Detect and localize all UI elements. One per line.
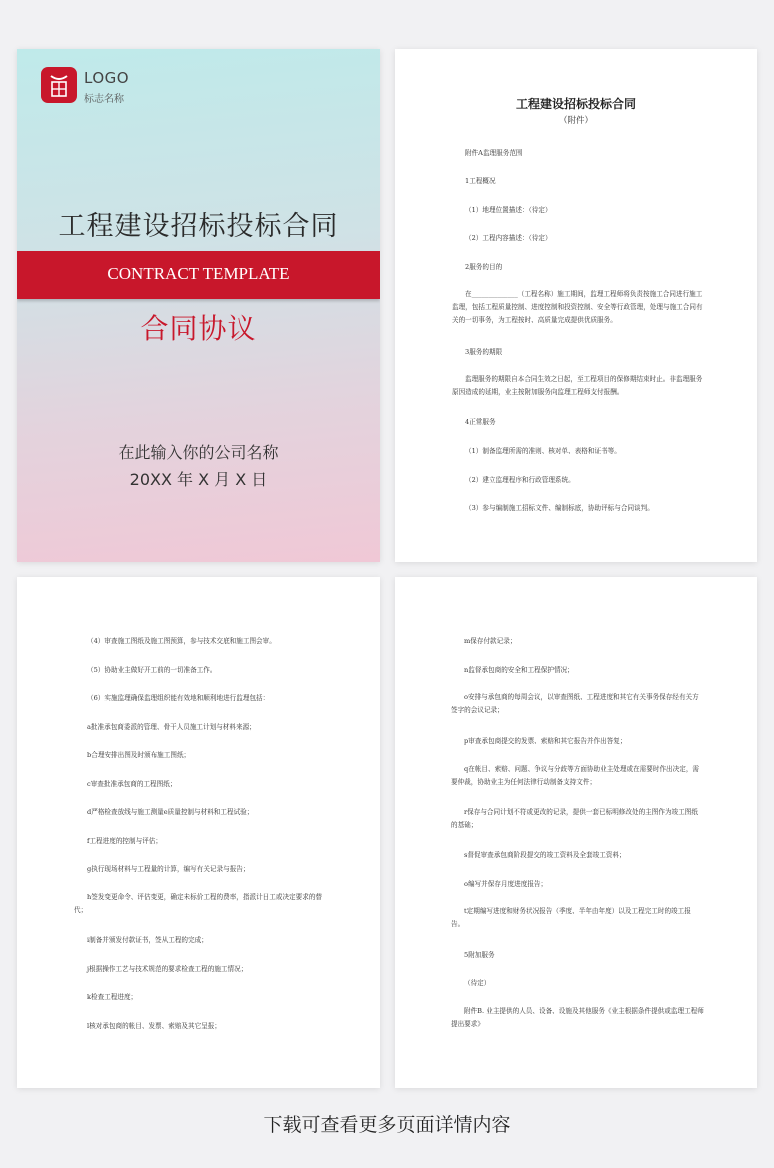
paragraph: k检查工程进度； bbox=[87, 993, 138, 1001]
paragraph: 3服务的期限 bbox=[465, 348, 503, 356]
paragraph: l核对承包商的帐目、发票、索赔及其它呈报； bbox=[87, 1022, 221, 1030]
paragraph: f工程进度的控制与评估； bbox=[87, 837, 162, 845]
paragraph: （4）审查施工图纸及施工图预算，参与技术交底和施工图会审。 bbox=[87, 637, 276, 645]
band-text: CONTRACT TEMPLATE bbox=[107, 264, 290, 283]
paragraph: j根据操作工艺与技术规范的要求检查工程的施工情况； bbox=[87, 965, 248, 973]
paragraph: h签发变更命令、评估变更，确定未标价工程的费率，指派计日工或决定要求的替代； bbox=[74, 893, 323, 914]
paragraph: （2）建立监理程序和行政管理系统。 bbox=[465, 476, 575, 484]
paragraph: c审查批准承包商的工程图纸； bbox=[87, 780, 177, 788]
document-title: 工程建设招标投标合同 bbox=[515, 97, 636, 111]
paragraph: （5）协助业主做好开工前的一切准备工作。 bbox=[87, 666, 217, 674]
paragraph: o编写并保存月度进度报告； bbox=[464, 880, 548, 888]
paragraph: （待定） bbox=[464, 979, 491, 987]
paragraph: （1）地理位置描述：（待定） bbox=[465, 206, 552, 214]
paragraph: （2）工程内容描述：（待定） bbox=[465, 234, 552, 242]
paragraph: b合理安排出图及时颁布施工图纸； bbox=[87, 751, 191, 759]
paragraph: （1）制备监理所需的准则、核对单、表格和证书等。 bbox=[465, 447, 621, 455]
download-hint: 下载可查看更多页面详情内容 bbox=[263, 1114, 511, 1136]
paragraph: 监理服务的期限自本合同生效之日起，至工程项目的保修期结束时止。非监理服务原因造成的延期，业主按附加服务向监理工程师支付报酬。 bbox=[452, 375, 703, 396]
cover-subtitle: 合同协议 bbox=[140, 312, 257, 345]
paragraph: （3）参与编制施工招标文件、编制标底，协助评标与合同谈判。 bbox=[465, 504, 654, 512]
paragraph: 在______________（工程名称）施工期间，监理工程师将负责按施工合同进行施工监理，包括工程质量控制、进度控制和投资控制、安全等行政管理，处理与施工合同有关的一切事务，为工程按时、高质量完成提供优质服务。 bbox=[452, 290, 703, 324]
paragraph: d严格检查放线与施工测量e质量控制与材料和工程试验； bbox=[87, 808, 254, 816]
paragraph: r保存与合同计划不符或更改的记录，提供一套已标明修改处的主图作为竣工图纸的基础； bbox=[451, 808, 698, 829]
logo-icon bbox=[41, 67, 77, 103]
document-page-2 bbox=[395, 49, 757, 562]
logo-subtitle: 标志名称 bbox=[84, 94, 124, 105]
document-page-4 bbox=[395, 577, 757, 1088]
logo-text: LOGO bbox=[84, 69, 130, 87]
paragraph: 2服务的目的 bbox=[465, 263, 503, 271]
company-name: 在此输入你的公司名称 bbox=[118, 443, 279, 462]
paragraph: 4正常服务 bbox=[465, 418, 496, 426]
paragraph: 附件A监理服务范围 bbox=[465, 149, 523, 157]
paragraph: （6）实施监理确保监理组织能有效地和顺利地进行监理包括： bbox=[87, 694, 270, 702]
document-page-3 bbox=[17, 577, 380, 1088]
paragraph: o安排与承包商的每周会议，以审查图纸、工程进度和其它有关事务保存经有关方签字的会议记录； bbox=[451, 693, 699, 714]
cover-page bbox=[17, 49, 380, 562]
paragraph: n监督承包商的安全和工程保护情况； bbox=[464, 666, 574, 674]
paragraph: 5附加服务 bbox=[464, 951, 495, 959]
paragraph: s督促审查承包商阶段提交的竣工资料及全套竣工资料； bbox=[464, 851, 626, 859]
paragraph: m保存付款记录； bbox=[464, 637, 517, 645]
cover-title: 工程建设招标投标合同 bbox=[58, 211, 339, 242]
paragraph: a批准承包商委派的管理、骨干人员施工计划与材料来源； bbox=[87, 723, 256, 731]
paragraph: 1工程概况 bbox=[465, 177, 496, 185]
paragraph: i制备并颁发付款证书，签从工程的完成； bbox=[87, 936, 208, 944]
cover-date: 20XX 年 X 月 X 日 bbox=[129, 470, 268, 489]
paragraph: t定期编写进度和财务状况报告（季度、半年由年度）以及工程完工时的竣工报告。 bbox=[451, 907, 691, 928]
paragraph: g执行现场材料与工程量的计算，编写有关记录与报告； bbox=[87, 865, 250, 873]
paragraph: 附件B. 业主提供的人员、设备、设施及其他服务《业主根据条件提供或监理工程师提出要求》 bbox=[451, 1007, 704, 1028]
paragraph: p审查承包商提交的发票、索赔和其它报告并作出答复； bbox=[464, 737, 627, 745]
document-subtitle: （附件） bbox=[558, 116, 593, 126]
paragraph: q在帐目、索赔、问题、争议与分歧等方面协助业主处理或在需要时作出决定，需要仲裁，协助业主为任何法律行动制备支持文件； bbox=[451, 765, 700, 786]
